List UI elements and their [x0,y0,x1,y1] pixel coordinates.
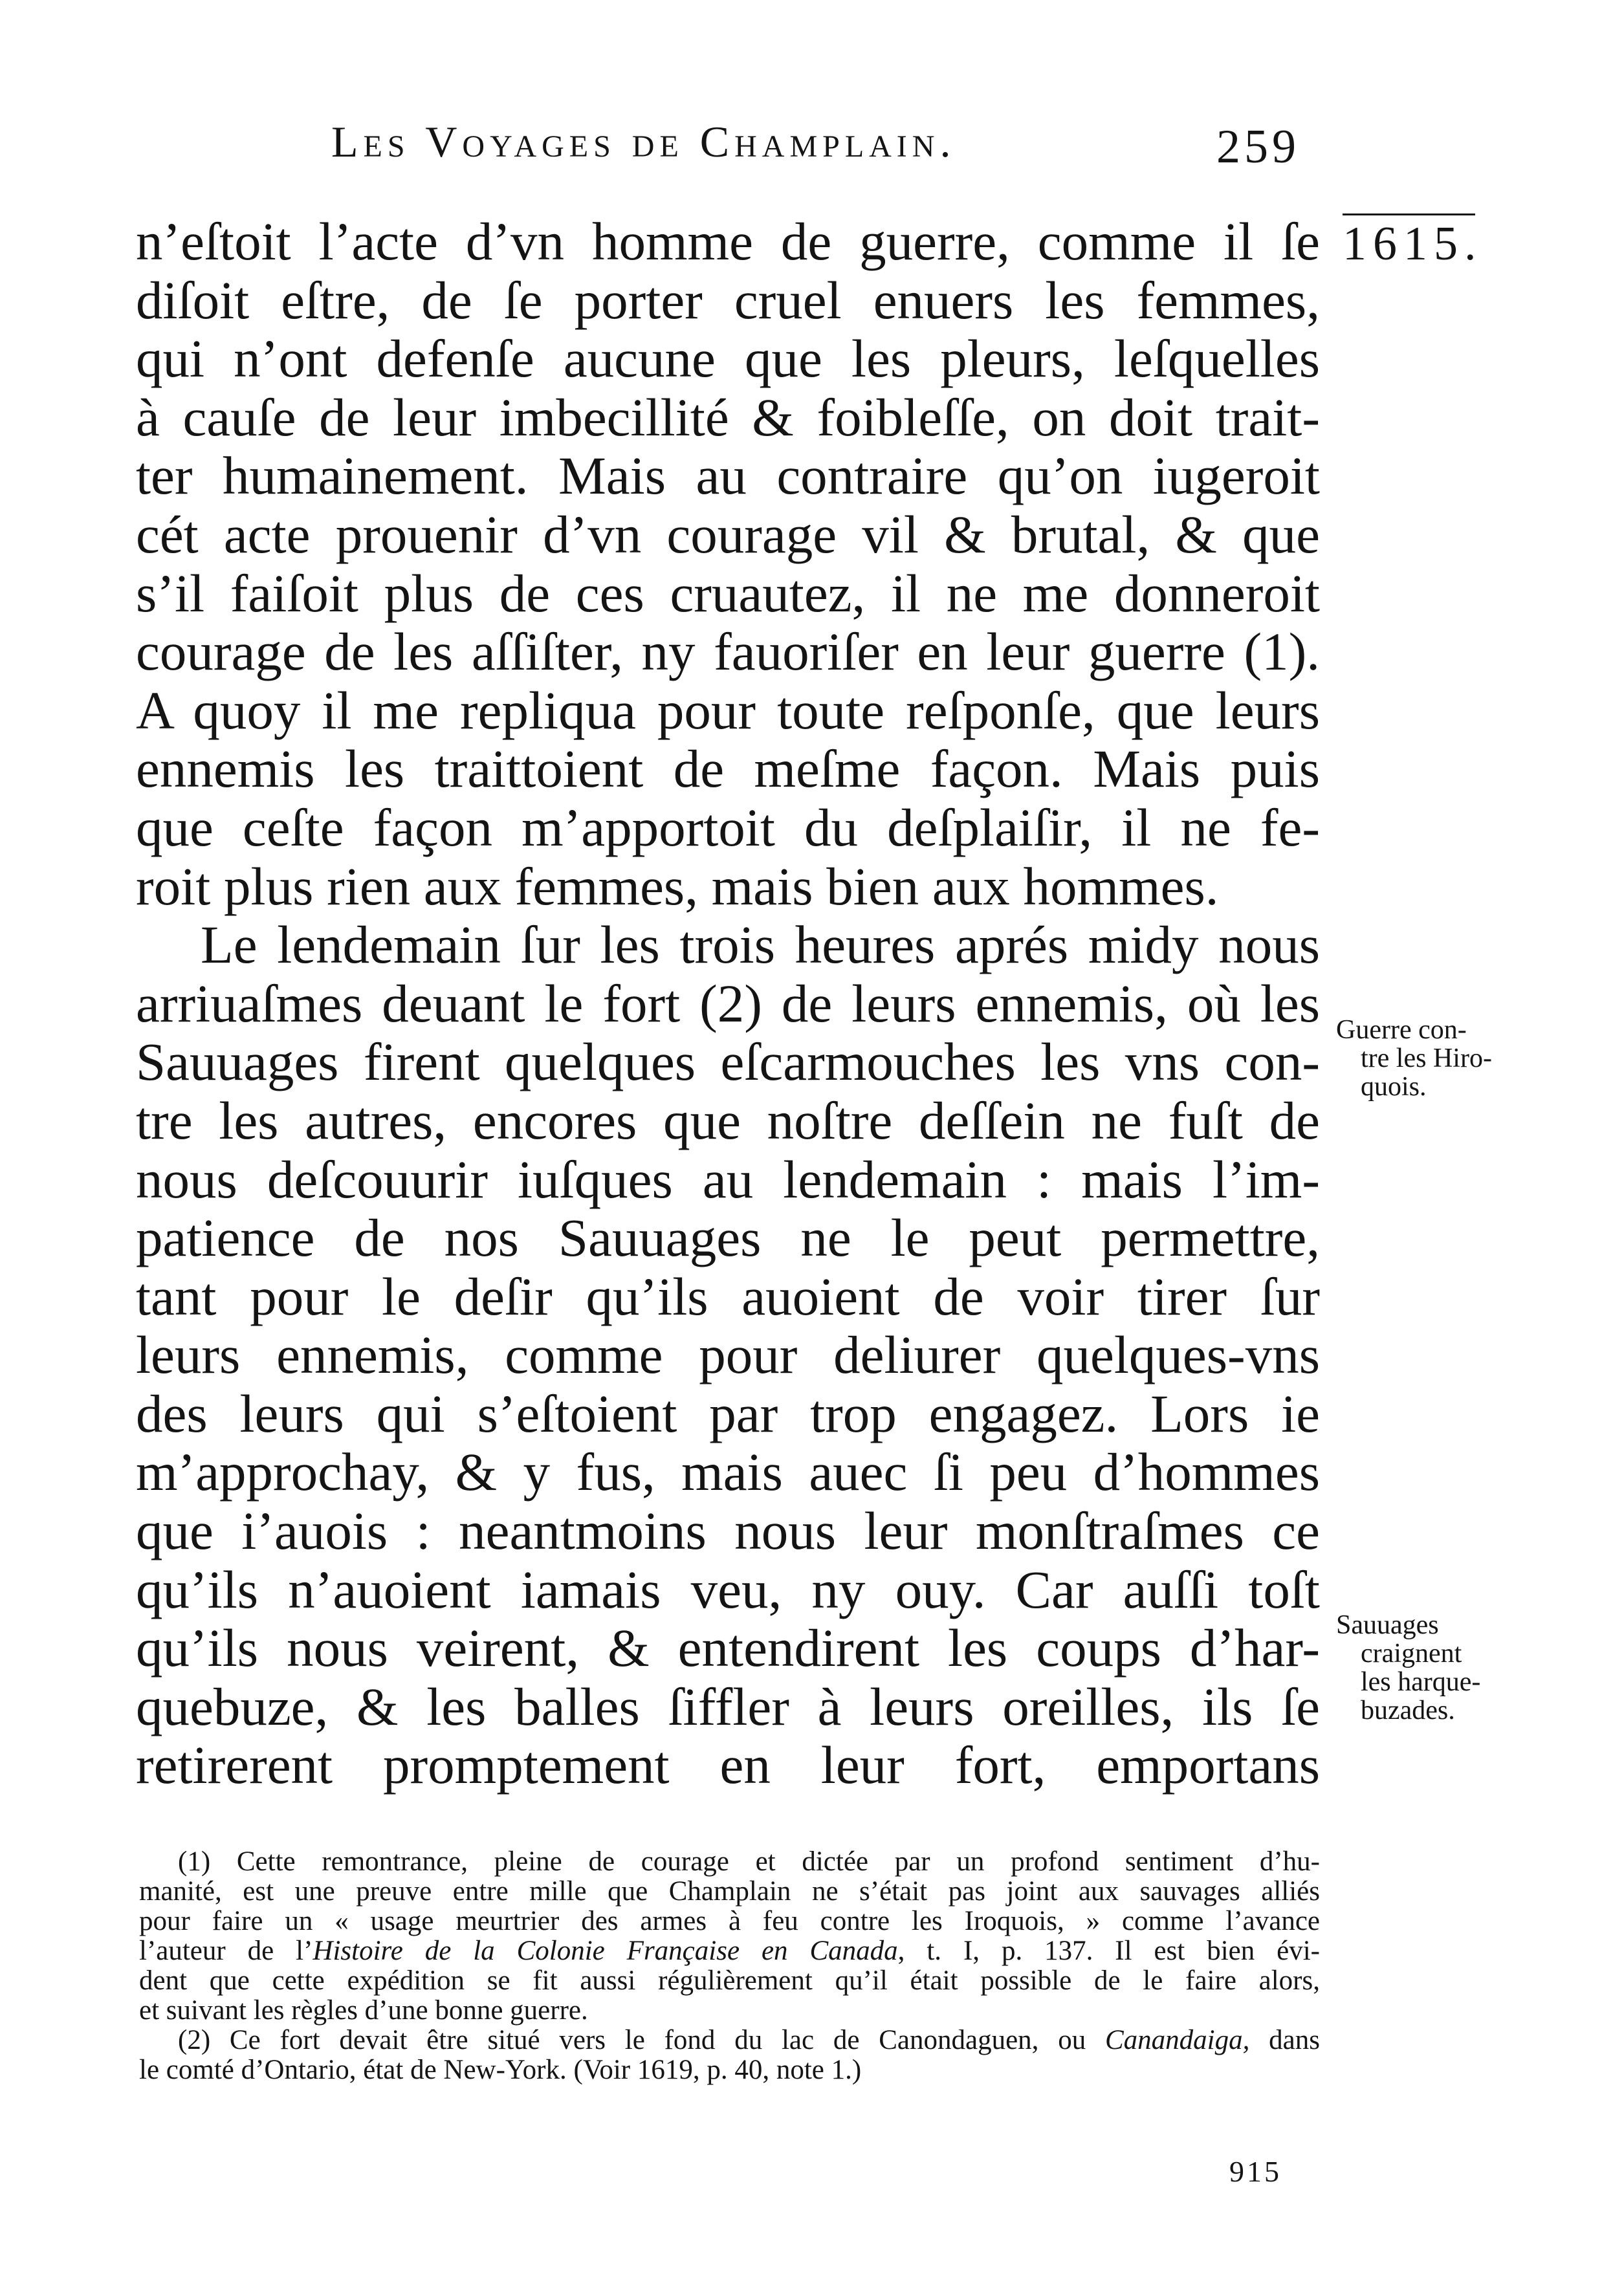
footnote-line [139,2026,1320,2055]
footnote-place-name: Canandaiga, [1105,2025,1250,2055]
side-note-line: craignent [1361,1639,1462,1668]
body-line: cét acte prouenir d’vn courage vil & brutal, & que [136,504,1320,564]
footnote-line: et suivant les règles d’une bonne guerre. [139,1995,588,2026]
body-text [136,212,1320,1795]
body-line: que i’auois : neantmoins nous leur monſtraſmes ce [136,1501,1320,1561]
body-line: m’approchay, & y fus, mais auec ſi peu d’hommes [136,1442,1320,1502]
body-line: qu’ils n’auoient iamais veu, ny ouy. Car auſſi toſt [136,1559,1320,1619]
body-line: retirerent promptement en leur fort, emportans [136,1735,1320,1795]
body-line: n’eſtoit l’acte d’vn homme de guerre, comme il ſe [136,212,1320,271]
side-note-line: les harque- [1361,1667,1481,1697]
side-note-guerre [1336,1016,1504,1101]
body-line: patience de nos Sauuages ne le peut permettre, [136,1208,1320,1268]
side-note-line: buzades. [1361,1696,1455,1725]
footnote-line: le comté d’Ontario, état de New-York. (Voir 1619, p. 40, note 1.) [139,2055,862,2085]
body-line: tant pour le deſir qu’ils auoient de voir tirer ſur [136,1266,1320,1326]
body-line: diſoit eſtre, de ſe porter cruel enuers les femmes, [136,270,1320,330]
body-line: roit plus rien aux femmes, mais bien aux hommes. [136,856,1219,916]
body-line: que ceſte façon m’apportoit du deſplaiſir, il ne fe- [136,797,1320,857]
body-line: tre les autres, encores que noſtre deſſein ne fuſt de [136,1090,1320,1150]
body-line: ter humainement. Mais au contraire qu’on iugeroit [136,446,1320,506]
body-line: arriuaſmes deuant le fort (2) de leurs ennemis, où les [136,973,1320,1033]
body-line: ennemis les traittoient de meſme façon. Mais puis [136,739,1320,799]
body-line: à cauſe de leur imbecillité & foibleſſe, on doit trait- [136,387,1320,447]
margin-year: 1615. [1343,213,1475,272]
footnote-book-title: Histoire de la Colonie Française en Canada [313,1936,898,1966]
body-line: leurs ennemis, comme pour deliurer quelques-vns [136,1325,1320,1385]
footnote-line: (1) Cette remontrance, pleine de courage et dictée par un profond sentiment d’hu- [178,1846,1320,1877]
body-line: Sauuages firent quelques eſcarmouches les vns con- [136,1032,1320,1092]
footnote-text: dans [1249,2025,1320,2055]
body-line: nous deſcouurir iuſques au lendemain : mais l’im- [136,1149,1320,1209]
body-line: des leurs qui s’eſtoient par trop engagez. Lors ie [136,1383,1320,1443]
footnote-text: (2) Ce fort devait être situé vers le fond du lac de Canondaguen, ou [178,2025,1105,2055]
running-head: Les Voyages de Champlain. [331,117,956,166]
body-line: qu’ils nous veirent, & entendirent les coups d’har- [136,1618,1320,1678]
footnote-text: l’auteur de l’ [139,1936,313,1966]
footnote-line [139,1936,1320,1966]
side-note-line: Guerre con- [1336,1015,1467,1045]
body-line: quebuze, & les balles ſiffler à leurs oreilles, ils ſe [136,1676,1320,1736]
body-line: courage de les aſſiſter, ny fauoriſer en leur guerre (1). [136,622,1320,682]
side-note-line: tre les Hiro- [1361,1044,1492,1073]
body-line: A quoy il me repliqua pour toute reſponſe, que leurs [136,680,1320,740]
footnote-line: dent que cette expédition se fit aussi régulièrement qu’il était possible de le faire alors, [139,1965,1320,1996]
side-note-line: Sauuages [1336,1610,1439,1640]
footnote-line: pour faire un « usage meurtrier des armes à feu contre les Iroquois, » comme l’avance [139,1906,1320,1936]
footnotes [139,1847,1320,2085]
side-note-sauuages [1336,1611,1504,1725]
signature-mark: 915 [1229,2155,1282,2188]
body-line: qui n’ont defenſe aucune que les pleurs, leſquelles [136,329,1320,389]
side-note-line: quois. [1361,1072,1427,1102]
body-line: Le lendemain ſur les trois heures aprés midy nous [201,915,1320,975]
footnote-text: , t. I, p. 137. Il est bien évi- [897,1936,1321,1966]
page-number: 259 [1216,120,1300,173]
body-line: s’il faiſoit plus de ces cruautez, il ne me donneroit [136,563,1320,623]
footnote-line: manité, est une preuve entre mille que Champlain ne s’était pas joint aux sauvages alliés [139,1876,1320,1907]
